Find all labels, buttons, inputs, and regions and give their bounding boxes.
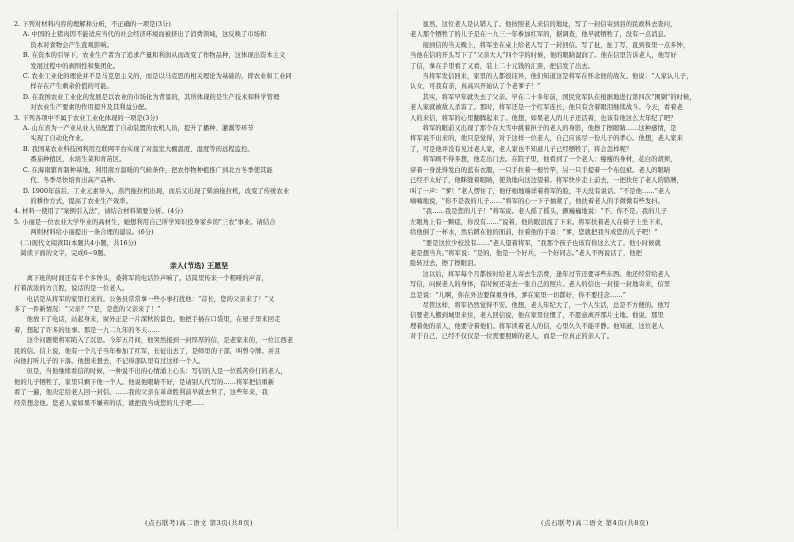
text-line: 向他打听儿子的下落。他想来想去，不记得部队里有过这样一个人。 [14,358,205,365]
text-line: 了，可是他并没有见过老人家，老人家也不知道儿子已经牺牲了，将会怎样呢？ [410,145,633,153]
text-line: 给他倒了一杯水，然后蹲在他的面前，拉着他的手说：“爹，您就把我当成您的儿子吧！” [410,229,658,237]
text-line: 将军的眼前又出现了那个在大雪中挑着担子的老人的身影，他擦了擦眼睛……这种感情，是 [422,125,677,133]
text-line: 看了一遍，他决定给老人回一封信。……我的父亲在革命胜利前早就去世了，这些年来，我 [14,389,268,397]
text-line: 喃喃地说，“你不是我的儿子……”将军的心一下子抽紧了，他扶着老人的手微微有些发抖。 [410,197,665,205]
text-line: 他放下了电话，站起身来，窗外正是一片深秋的景色。他把手插在口袋里，在屋子里来回走 [26,316,281,324]
text-line: 番茄种植区，水培生菜和育苗区。 [30,156,126,164]
text-line: 写信，问候老人的身体，有时候还寄去一张自己的照片。老人的信也一封接一封地寄来，信里 [410,281,671,289]
text-line: 接到信的当天晚上，将军坐在桌上给老人写了一封回信。写了扯，扯了写，直到夜里一点多钟， [422,41,690,49]
text-line: 民的信。信上说，他有一个儿子当年参加了红军，长征出去了，是师里的干部，叫曾令牌。并且 [14,347,281,355]
text-line: A. 山东省为一产业从业人员配置了自动装置的农机人员，提升了播种、灌溉等环节 [22,125,254,133]
text-line: (二)现代文阅读II(本题共4小题，共16分) [20,239,137,247]
text-line: 的耕作方式，提高了农业生产效率。 [30,197,132,205]
text-line: 叫了一声：“爹！”老人愣住了，他仔细地端详着将军的脸，半天没有说话。“不是他……”老人 [410,187,671,195]
text-line: 对于自己，已经不仅仅是一位需要照顾的老人，而是一位真正的亲人了。 [410,333,614,341]
page-footer-right: (点石联考)高二语文 第4页(共8页) [541,519,649,527]
text-line: 信要老人搬到城里来住，老人回信说，他在家里住惯了，不愿意离开那片土地。他说，那里 [410,312,664,320]
text-line: C. 在海南繁育制种基地，利用南方温暖的气候条件，把农作物种植推广到北方冬季使其能 [22,166,273,174]
text-line: 多了一件新情况：“父亲？”“是，是您的父亲来了！” [14,305,161,313]
left-column-text [14,20,384,409]
text-line: 对农业生产要素的作用提升及其利益分配。 [30,104,151,112]
text-line: 左眼角上有一颗痣，你没有……”说着，他的眼泪流了下来。将军扶着老人在椅子上坐下来， [410,218,668,226]
page-3 [14,20,384,530]
text-line: 发展过程中的剥削性和集团化。 [30,62,120,70]
text-line: 老人家就被敌人杀害了。那时，将军还是一个红军连长，他只有含着眼泪继续战斗。今天，看着老 [410,104,683,112]
text-line: 但是，当他继续看信的时候，一种说不出的心情涌上心头：写信的人是一位孤苦伶仃的老人， [26,368,287,376]
text-line: 3. 下列各项中不属于农业工业化体现的一项是(3分) [14,114,159,122]
text-line: 5. 小丽是一位农业大学毕业的高材生，她想利用自己所学知识投身家乡的"三农"事业。请结合 [14,218,276,226]
text-line: 样存在产生剩余价值的可能。 [30,83,113,91]
text-line: 打着浓浓的方言腔，说话的是一位老人。 [14,285,129,293]
text-line: 已经不太好了，他眯缝着眼睛，使劲地向这边望着。将军快步走上前去，一把扶住了老人的胳膊， [410,177,683,185]
text-line: 人的来信，将军的心里翻腾起来了。他想，如果老人的儿子还活着，也该有他这么大年纪了吧？ [410,114,677,122]
text-line: 代、冬季尽快培育出高产品种。 [30,177,120,185]
text-line: 阅读下面的文字，完成6~9题。 [20,249,110,257]
text-line: 他的儿子牺牲了，家里只剩下他一个人。他说他眼睛不好，是请别人代写的……将军把信重新 [14,378,275,386]
text-line: B. 我国某农业科技园利用互联网平台实现了对温室大棚温度、湿度等的远程监控。 [22,145,254,153]
text-line: 穿着一身洗得发白的蓝布衣服，一只手拄着一根竹竿，另一只手提着一个布包袱。老人的眼睛 [410,166,671,174]
text-line: 埋着他的亲人，他要守着他们。将军读着老人的信，心里久久不能平静。他知道，这位老人 [410,322,664,330]
page-footer-left: (点石联考)高二语文 第3页(共8页) [145,519,253,527]
text-line: 尽管这样，将军仍然觉得不安。他想，老人年纪大了，一个人生活，总是不方便的。他写 [422,301,671,309]
text-line: 认女，可我有亲，真高兴开始认了个老爹子！” [410,83,541,91]
text-line: B. 在资本的引导下，农业生产者为了追求产量和利润从而改变了作物品种，这体现出资本主义 [22,52,286,60]
text-line: 脸转过去，擦了擦眼泪。 [410,260,480,268]
text-line: 两则材料给小丽提出一条合理的建议。(6分) [30,229,154,237]
text-line: C. 农业工业化的理论并不是马克思主义的，而是以马克思的相关理论为基础的，即农业和工业同 [22,73,292,81]
text-line: 电话是从将军的家里打来的。公务员常常拿一些小事打扰他：“首长，您的父亲来了！”又 [26,295,275,303]
text-line: 总是说：“儿啊，你在外边要保重身体，爹在家里一切都好，你不要挂念……” [410,291,626,299]
text-line: 资本对食物会产生直观影响。 [30,41,113,49]
text-line: A. 中国的土猪肉因不能适应当代的社会经济环境而被挤出了消费领域，这反映了市场和 [22,31,267,39]
article-title: 亲人(节选) 王愿坚 [169,262,229,271]
text-line: 着，想起了许多的往事。那是一九二九年的冬天…… [14,326,160,334]
text-line: 将军顾不得多想，他走出门去。在院子里，他看到了一个老人：瘦瘦的身材，花白的胡须， [422,156,677,164]
text-line: “我……我是您的儿子！”将军说。老人摇了摇头，颤巍巍地说：“不，你不是。我的儿子 [422,208,668,216]
text-line: 其实，将军早年就失去了父亲。早在二十多年前，国民党军队在根据地进行第四次“围剿”的时候， [422,93,696,101]
text-line: 将军说不出来的，他只是觉得，对于这样一位老人，自己应该尽一份儿子的孝心。他想，老人家来 [410,135,683,143]
text-line: 离下班的时间还有半个多钟头，桑将军的电话铃声响了。话筒里传来一个粗哑的声音， [26,274,268,282]
text-line: “要是这位少校没有……”老人望着将军，“我那个孩子也该有你这么大了。他小时候就 [422,239,661,247]
text-line: 老是想当兵。”将军说：“是的，他是一个好兵，一个好同志。”老人不再说话了，他把 [410,249,642,257]
text-line: 显然，这位老人是认错人了。他按照老人来信的地址，写了一封信寄到县的民政科去查问， [422,21,677,28]
right-column-text [410,20,780,343]
text-line: D. 在我国农业工业化的发展是以农业的市场化为背景的，其所体现的是生产技术和科学管理 [22,93,280,101]
text-line: 当将军发信回来，家里的人都很诧异，他们知道这是将军在怀念他的战友。他说：“人家认儿子， [422,73,693,81]
page-4 [410,20,780,530]
text-line: 经常想念他。您老人家如果不嫌弃的话，就把我当成您的儿子吧…… [14,399,205,407]
page-divider [397,10,398,530]
text-line: 实现了自动化作业。 [30,135,88,143]
text-line: 2. 下列对材料内容的理解和分析，不正确的一项是(3分) [14,21,171,28]
text-line: 当他在信的开头写下了“父亲大人”四个字的时候，他的眼睛湿润了。他在信里告诉老人，他写好 [410,52,677,60]
text-line: 这以后，将军每个月都按时给老人寄去生活费，逢年过节还要寄些东西。他还经常给老人 [422,270,671,278]
text-line: 老人那个牺牲了的儿子是在一九三一年参加红军的，据调查，他早就牺牲了，没有一点消息。 [410,31,671,39]
text-line: D. 1900年前后，工业元素导入，蒸汽拖拉机出现，而后又出现了柴油拖拉机，改变了传统农业 [22,187,290,195]
text-line: 了信，拿在手里看了又看，装上二十元钱的汇票，把信发了出去。 [410,62,595,70]
text-line: 4. 材料一使用了"案例引入法"，请结合材料简要分析。(4分) [14,208,184,216]
text-line: 这个问题使将军陷入了沉思。今年五月间，他突然接到一封厚厚的信，是老家来的，一位江西老 [26,337,294,345]
